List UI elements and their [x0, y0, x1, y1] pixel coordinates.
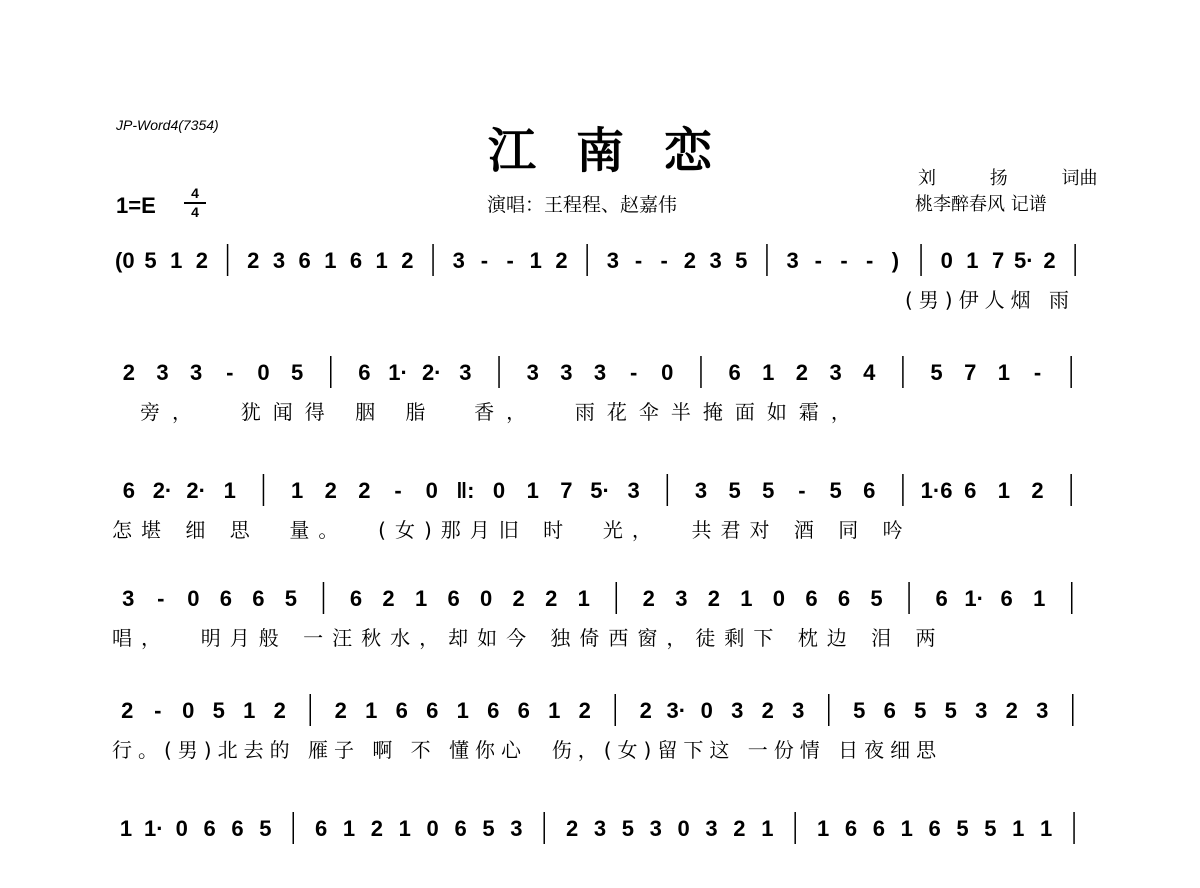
song-title: 江南恋 — [487, 123, 752, 179]
note: 6 — [928, 816, 941, 841]
note: 5 — [944, 698, 957, 723]
note: 0 — [480, 586, 493, 611]
note: 1 — [1012, 816, 1025, 841]
notation-line — [112, 578, 1088, 620]
note: 1 — [1040, 816, 1053, 841]
note: 1 — [414, 586, 428, 611]
note: 3 — [975, 698, 988, 723]
note: 2 — [1031, 478, 1044, 503]
lyricist-composer-credit: 刘 扬 词曲 — [918, 168, 1098, 189]
note: 3 — [272, 248, 286, 273]
note: 5 — [284, 586, 298, 611]
note: 1 — [119, 816, 133, 841]
note: 2 — [707, 586, 720, 611]
note: 6 — [863, 478, 876, 503]
note: 1 — [762, 360, 775, 385]
lyric-line: (男)伊人烟 雨 — [905, 288, 1075, 312]
singers-credit: 演唱：王程程、赵嘉伟 — [487, 194, 678, 216]
note: 0 — [661, 360, 674, 385]
score-row-3 — [0, 470, 1200, 550]
note: 0 — [182, 698, 195, 723]
note: 1 — [398, 816, 411, 841]
note: 3· — [666, 698, 687, 723]
note: 2 — [565, 816, 579, 841]
note: 2· — [152, 478, 173, 503]
note: 2 — [324, 478, 337, 503]
lyric-line: 唱， 明月般 一汪秋水，却如今 独倚西窗，徒剩下 枕边 泪 两 — [112, 626, 945, 650]
note: 3 — [705, 816, 718, 841]
note: ) — [891, 248, 900, 273]
time-signature-top: 4 — [191, 185, 199, 201]
note: 2· — [421, 360, 442, 385]
note: 1 — [365, 698, 378, 723]
note: 2 — [382, 586, 395, 611]
note: 6 — [883, 698, 896, 723]
note: 1· — [388, 360, 408, 385]
note: 2 — [512, 586, 525, 611]
note: 3 — [560, 360, 573, 385]
note: 7 — [560, 478, 573, 503]
note: 3 — [156, 360, 169, 385]
notation-line — [112, 352, 1088, 394]
note: - — [480, 248, 489, 273]
note: 6 — [298, 248, 311, 273]
note: 6 — [935, 586, 948, 611]
note: 1 — [375, 248, 388, 273]
note: 6 — [844, 816, 858, 841]
note: 5 — [956, 816, 969, 841]
note: - — [394, 478, 402, 503]
note: 6 — [964, 478, 977, 503]
note: 2 — [370, 816, 384, 841]
note: 3 — [627, 478, 640, 503]
note: 1 — [529, 248, 542, 273]
lyric-line: 怎堪 细 思 量。 (女)那月旧 时 光， 共君对 酒 同 吟 — [112, 518, 912, 542]
note: 1 — [816, 816, 830, 841]
note: 2 — [1043, 248, 1056, 273]
notation-row-3 — [112, 470, 1088, 512]
note: 5 — [621, 816, 635, 841]
note: 5 — [144, 248, 157, 273]
note: 1 — [223, 478, 236, 503]
note: 3 — [709, 248, 722, 273]
note: 6 — [231, 816, 244, 841]
score-row-5 — [0, 690, 1200, 770]
note: 6 — [315, 816, 328, 841]
note: 2 — [121, 698, 134, 723]
notation-row-2 — [112, 352, 1088, 394]
note: 6 — [395, 698, 408, 723]
note: 5 — [914, 698, 927, 723]
notation-line — [112, 240, 1088, 282]
note: 2 — [761, 698, 774, 723]
note: 6 — [358, 360, 371, 385]
note: 3 — [510, 816, 523, 841]
transcriber-credit: 桃李醉春风 记谱 — [915, 194, 1047, 215]
note: 5 — [930, 360, 943, 385]
note: - — [226, 360, 234, 385]
lyric-line: 旁， 犹闻得 胭 脂 香， 雨花伞半掩面如霜， — [140, 400, 863, 424]
note: 6 — [447, 586, 460, 611]
note: 2· — [186, 478, 206, 503]
note: 6 — [219, 586, 232, 611]
note: 3 — [593, 360, 607, 385]
note: - — [866, 248, 874, 273]
note: 0 — [940, 248, 953, 273]
note: 2 — [578, 698, 591, 723]
note: 0 — [425, 478, 438, 503]
note: 2 — [334, 698, 347, 723]
notation-line — [112, 690, 1088, 732]
key-signature: 1=E — [116, 193, 156, 218]
note: 5· — [1014, 248, 1034, 273]
note: 2 — [555, 248, 568, 273]
note: 5 — [259, 816, 272, 841]
note: 6 — [122, 478, 135, 503]
score-row-2 — [0, 352, 1200, 432]
note: 3 — [792, 698, 805, 723]
note: 1 — [1033, 586, 1046, 611]
note: 1 — [761, 816, 774, 841]
note: - — [840, 248, 848, 273]
note: 5 — [212, 698, 225, 723]
note: 6 — [1000, 586, 1013, 611]
note: 0 — [257, 360, 270, 385]
note: 1 — [900, 816, 913, 841]
note: 2 — [795, 360, 809, 385]
note: 2 — [1005, 698, 1018, 723]
notation-line — [112, 808, 1088, 850]
note: 3 — [452, 248, 465, 273]
note: 3 — [694, 478, 708, 503]
note: - — [798, 478, 806, 503]
note: 5 — [870, 586, 883, 611]
note: 7 — [991, 248, 1005, 273]
note: 3 — [1036, 698, 1049, 723]
note: 3 — [122, 586, 135, 611]
note: 1· — [144, 816, 164, 841]
notation-row-5 — [112, 690, 1088, 732]
note: - — [157, 586, 165, 611]
note: 3 — [731, 698, 744, 723]
note: 2 — [733, 816, 746, 841]
note: 1 — [577, 586, 590, 611]
notation-row-4 — [112, 578, 1088, 620]
note: 0 — [426, 816, 439, 841]
note: 3 — [829, 360, 842, 385]
note: 2 — [639, 698, 652, 723]
note: 4 — [863, 360, 876, 385]
note: 2 — [273, 698, 286, 723]
note: - — [506, 248, 514, 273]
note: 2 — [247, 248, 260, 273]
note: 0 — [677, 816, 690, 841]
note: 6 — [426, 698, 439, 723]
notation-row-1 — [112, 240, 1088, 282]
software-label: JP-Word4(7354) — [116, 117, 219, 133]
note: 6 — [805, 586, 818, 611]
note: - — [1033, 360, 1042, 385]
note: ‖: — [456, 478, 475, 503]
note: 5 — [853, 698, 866, 723]
note: 1 — [342, 816, 356, 841]
note: - — [154, 698, 162, 723]
note: 1 — [290, 478, 304, 503]
score-row-1 — [0, 240, 1200, 320]
note: 2 — [195, 248, 209, 273]
note: 3 — [593, 816, 607, 841]
note: 5 — [728, 478, 741, 503]
score-row-6 — [0, 808, 1200, 888]
note: - — [634, 248, 643, 273]
note: 6 — [728, 360, 741, 385]
time-signature — [184, 186, 206, 220]
note: 3 — [786, 248, 799, 273]
note: 1·6 — [920, 478, 953, 503]
note: 5· — [590, 478, 610, 503]
note: 6 — [252, 586, 265, 611]
note: 5 — [482, 816, 495, 841]
note: 6 — [454, 816, 467, 841]
note: 5 — [762, 478, 775, 503]
note: - — [629, 360, 638, 385]
note: (0 — [115, 248, 135, 273]
note: 5 — [829, 478, 842, 503]
notation-row-6 — [112, 808, 1088, 850]
note: 1 — [548, 698, 561, 723]
time-signature-bottom: 4 — [191, 204, 199, 220]
note: 6 — [872, 816, 885, 841]
note: 3 — [606, 248, 619, 273]
note: 0 — [187, 586, 200, 611]
note: 0 — [700, 698, 713, 723]
note: 0 — [772, 586, 786, 611]
note: 1 — [526, 478, 539, 503]
note: 1 — [966, 248, 979, 273]
note: 2 — [642, 586, 655, 611]
note: 5 — [735, 248, 748, 273]
note: 2 — [122, 360, 135, 385]
note: 1 — [740, 586, 753, 611]
note: 2 — [358, 478, 371, 503]
note: 6 — [203, 816, 216, 841]
notation-line — [112, 470, 1088, 512]
lyric-line: 行。(男)北去的 雁子 啊 不 懂你心 伤，(女)留下这 一份情 日夜细思 — [112, 738, 943, 762]
note: 0 — [175, 816, 188, 841]
note: 1 — [170, 248, 183, 273]
note: - — [814, 248, 822, 273]
note: 3 — [459, 360, 472, 385]
note: 1 — [997, 360, 1010, 385]
note: 0 — [492, 478, 506, 503]
note: 6 — [349, 586, 363, 611]
note: 6 — [487, 698, 500, 723]
note: 5 — [290, 360, 304, 385]
note: 1· — [964, 586, 984, 611]
note: 2 — [545, 586, 558, 611]
note: 6 — [837, 586, 851, 611]
note: 6 — [517, 698, 530, 723]
note: 1 — [456, 698, 469, 723]
note: 2 — [683, 248, 697, 273]
note: 6 — [349, 248, 363, 273]
note: 2 — [401, 248, 414, 273]
note: 7 — [964, 360, 977, 385]
note: 3 — [649, 816, 662, 841]
note: 3 — [190, 360, 203, 385]
note: 3 — [526, 360, 539, 385]
note: 1 — [997, 478, 1010, 503]
note: 3 — [675, 586, 688, 611]
score-row-4 — [0, 578, 1200, 658]
note: 1 — [324, 248, 337, 273]
note: - — [660, 248, 668, 273]
note: 1 — [243, 698, 256, 723]
note: 5 — [984, 816, 997, 841]
